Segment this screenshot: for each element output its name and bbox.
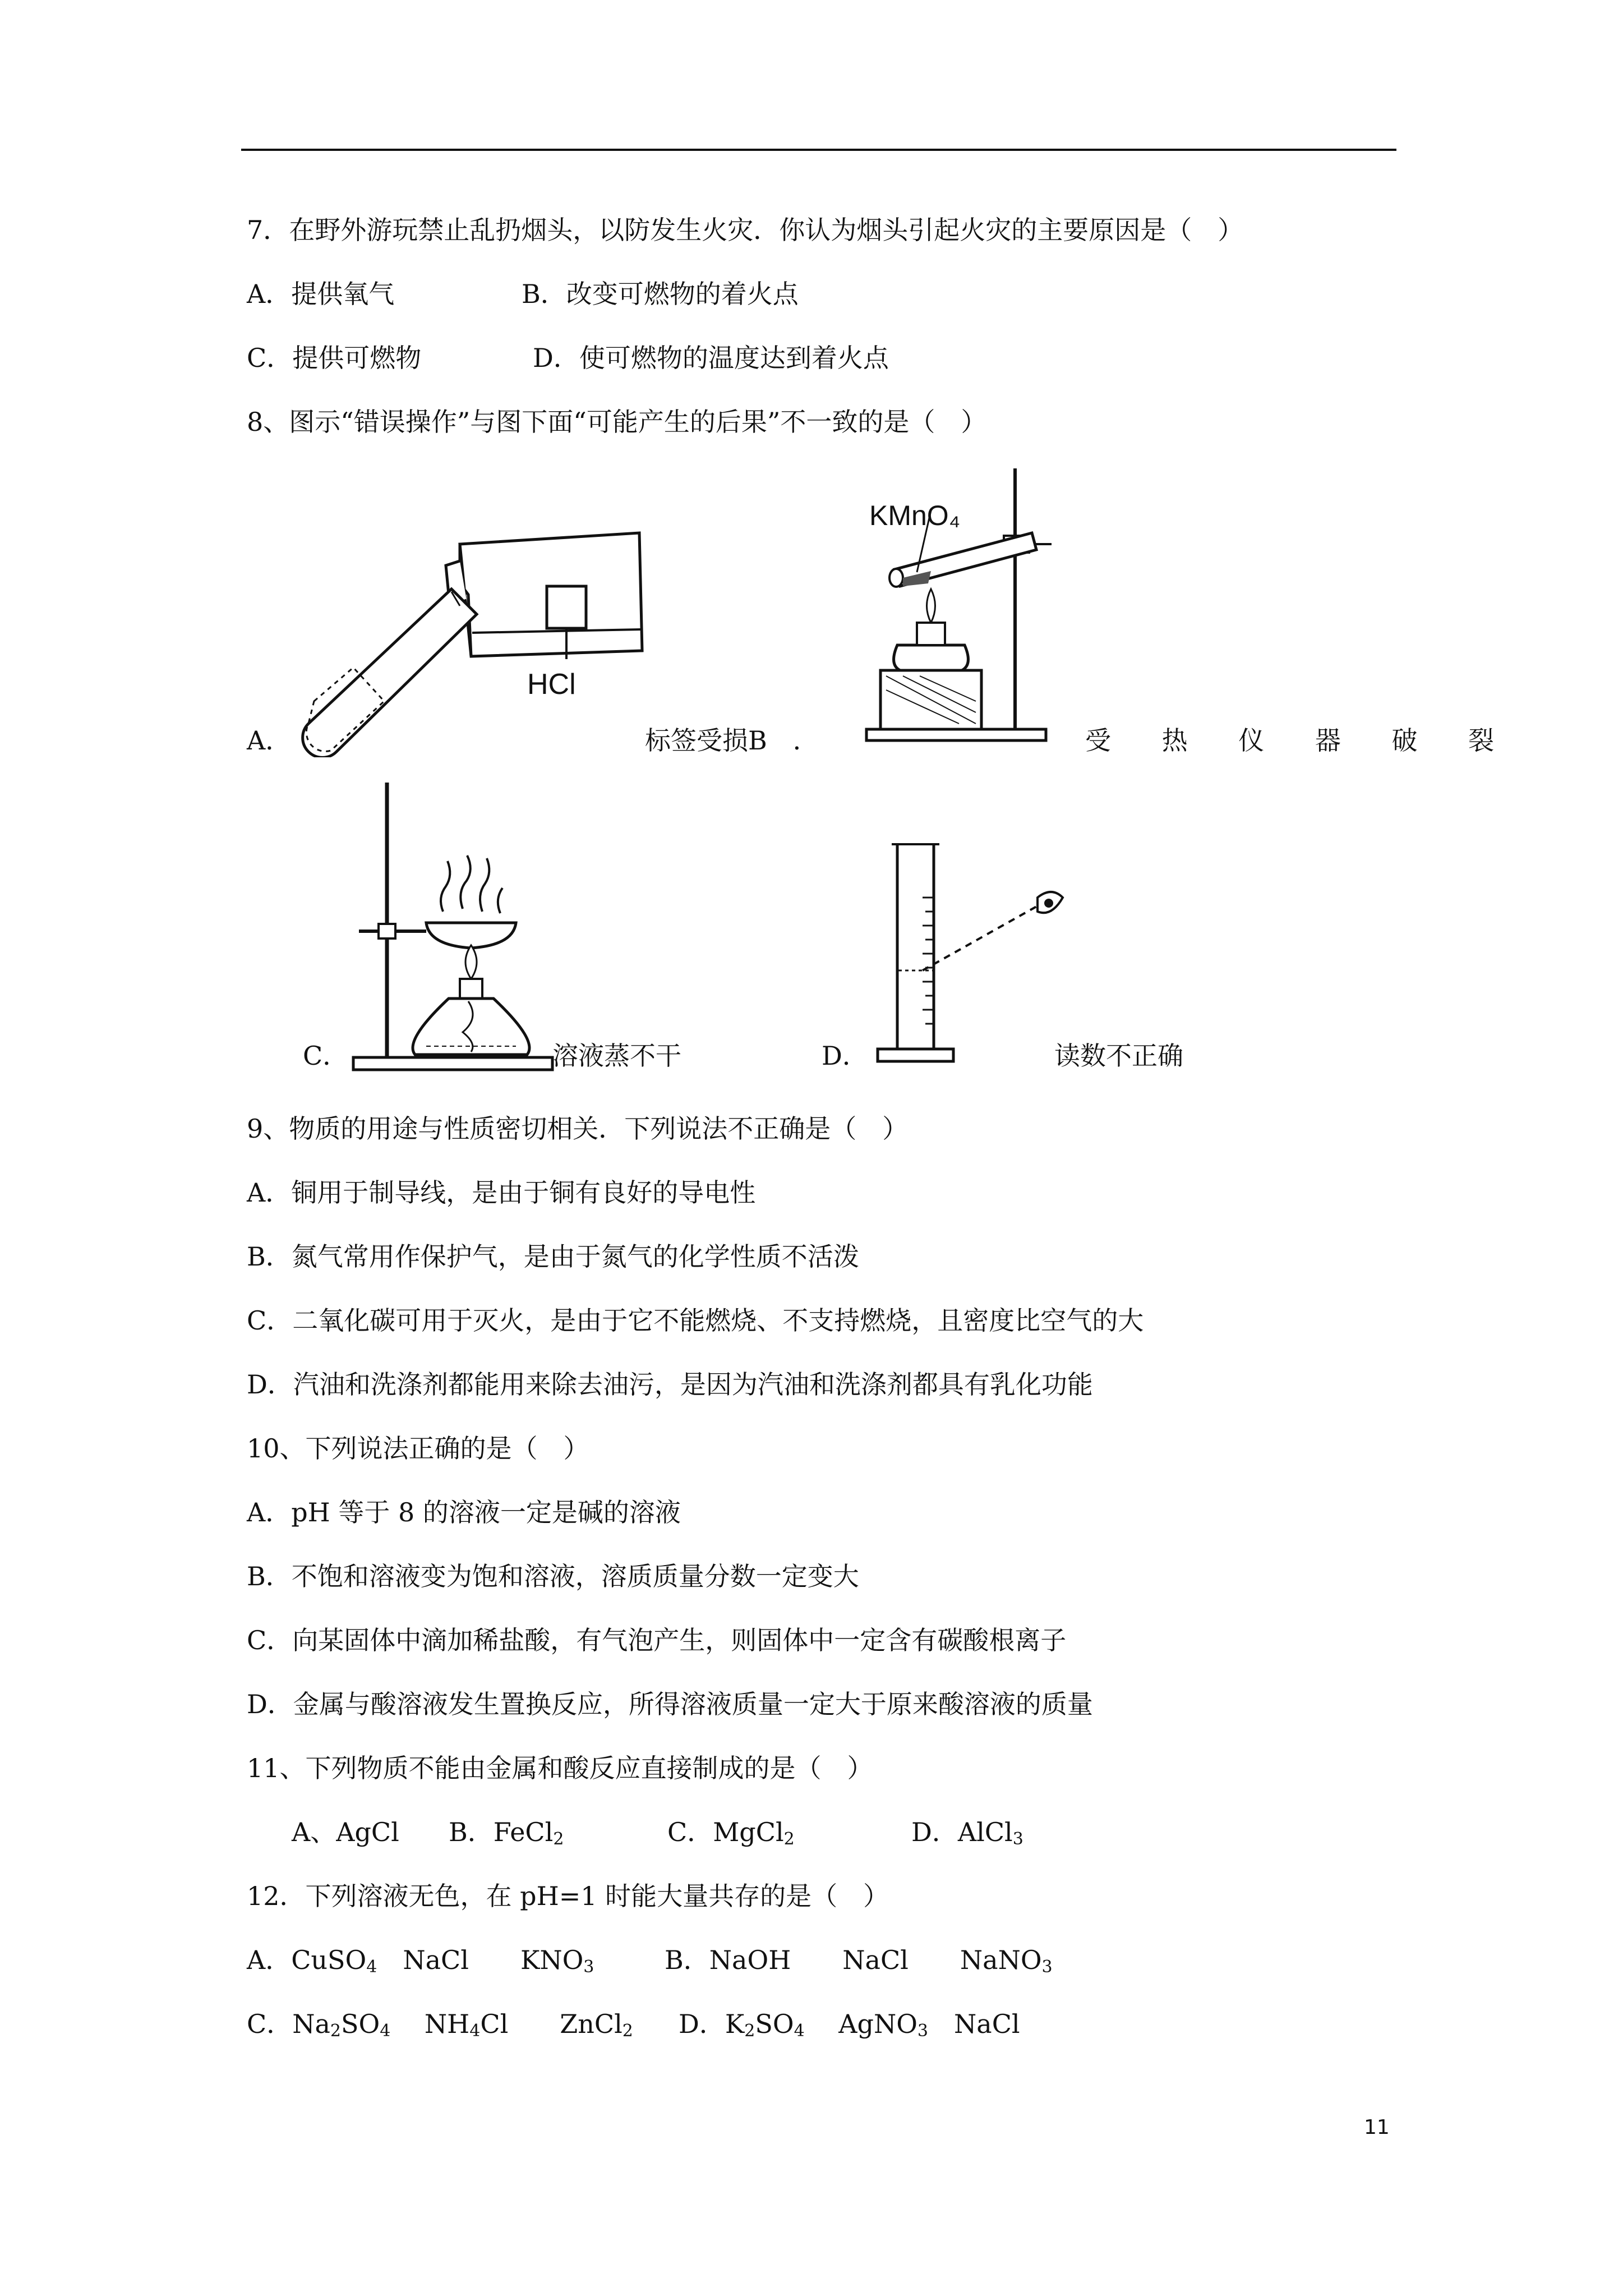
q10-option-b: B．不饱和溶液变为饱和溶液，溶质质量分数一定变大 xyxy=(247,1561,859,1591)
q8-figure-a xyxy=(292,499,651,757)
q10-option-c: C．向某固体中滴加稀盐酸，有气泡产生，则固体中一定含有碳酸根离子 xyxy=(247,1625,1067,1655)
q12-option-d: D．$K_2SO_4$ AgNO$_3$ NaCl xyxy=(679,2009,1020,2041)
q8-c-letter: C． xyxy=(303,1041,349,1071)
q9-option-c: C．二氧化碳可用于灭火，是由于它不能燃烧、不支持燃烧，且密度比空气的大 xyxy=(247,1305,1144,1336)
q8-a-letter: A． xyxy=(247,725,292,756)
q12-option-a: A．CuSO$_4$ NaCl $KNO_3$ xyxy=(247,1945,594,1977)
q10-stem: 10、下列说法正确的是（ ） xyxy=(247,1433,589,1464)
q7-option-c: C．提供可燃物 xyxy=(247,343,422,373)
q9-option-d: D．汽油和洗涤剂都能用来除去油污，是因为汽油和洗涤剂都具有乳化功能 xyxy=(247,1369,1093,1400)
q8-d-caption: 读数不正确 xyxy=(1054,1041,1183,1071)
q9-option-b: B．氮气常用作保护气，是由于氮气的化学性质不活泼 xyxy=(247,1241,859,1272)
q10-option-d: D．金属与酸溶液发生置换反应，所得溶液质量一定大于原来酸溶液的质量 xyxy=(247,1689,1093,1719)
q11-stem: 11、下列物质不能由金属和酸反应直接制成的是（ ） xyxy=(247,1753,873,1783)
q7-stem: 7．在野外游玩禁止乱扔烟头，以防发生火灾．你认为烟头引起火灾的主要原因是（ ） xyxy=(247,215,1244,245)
q8-a-caption: 标签受损B ． xyxy=(645,725,819,756)
q8-figure-c xyxy=(348,777,561,1074)
header-rule xyxy=(241,149,1396,151)
q8-figure-b xyxy=(864,466,1054,746)
q8-stem: 8、图示“错误操作”与图下面“可能产生的后果”不一致的是（ ） xyxy=(247,407,987,437)
page-number: 11 xyxy=(1364,2116,1390,2139)
q8-figure-d xyxy=(869,841,1071,1071)
q8-b-caption: 受 热 仪 器 破 裂 xyxy=(1085,725,1516,756)
q7-option-b: B．改变可燃物的着火点 xyxy=(522,279,799,309)
q11-option-d: D．AlCl$_3$ xyxy=(911,1817,1023,1849)
q12-option-b: B．NaOH NaCl NaNO$_3$ xyxy=(665,1945,1053,1977)
q8-b-kmno4-label: KMnO₄ xyxy=(869,500,961,531)
q8-d-letter: D． xyxy=(822,1041,868,1071)
q7-option-a: A．提供氧气 xyxy=(247,279,395,309)
q12-option-c: C．$Na_2SO_4$ $NH_4Cl$ ZnCl$_2$ xyxy=(247,2009,633,2041)
q8-c-caption: 溶液蒸不干 xyxy=(552,1041,681,1071)
q11-option-a: A、AgCl xyxy=(292,1817,399,1847)
q9-option-a: A．铜用于制导线，是由于铜有良好的导电性 xyxy=(247,1177,756,1208)
q11-option-b: B．FeCl$_2$ xyxy=(449,1817,564,1849)
q10-option-a: A．pH 等于 8 的溶液一定是碱的溶液 xyxy=(247,1497,681,1527)
q8-a-hcl-label: HCl xyxy=(527,668,576,701)
q9-stem: 9、物质的用途与性质密切相关．下列说法不正确是（ ） xyxy=(247,1114,909,1144)
q12-stem: 12．下列溶液无色，在 pH=1 时能大量共存的是（ ） xyxy=(247,1881,889,1911)
q7-option-d: D．使可燃物的温度达到着火点 xyxy=(533,343,889,373)
q11-option-c: C．MgCl$_2$ xyxy=(667,1817,795,1849)
